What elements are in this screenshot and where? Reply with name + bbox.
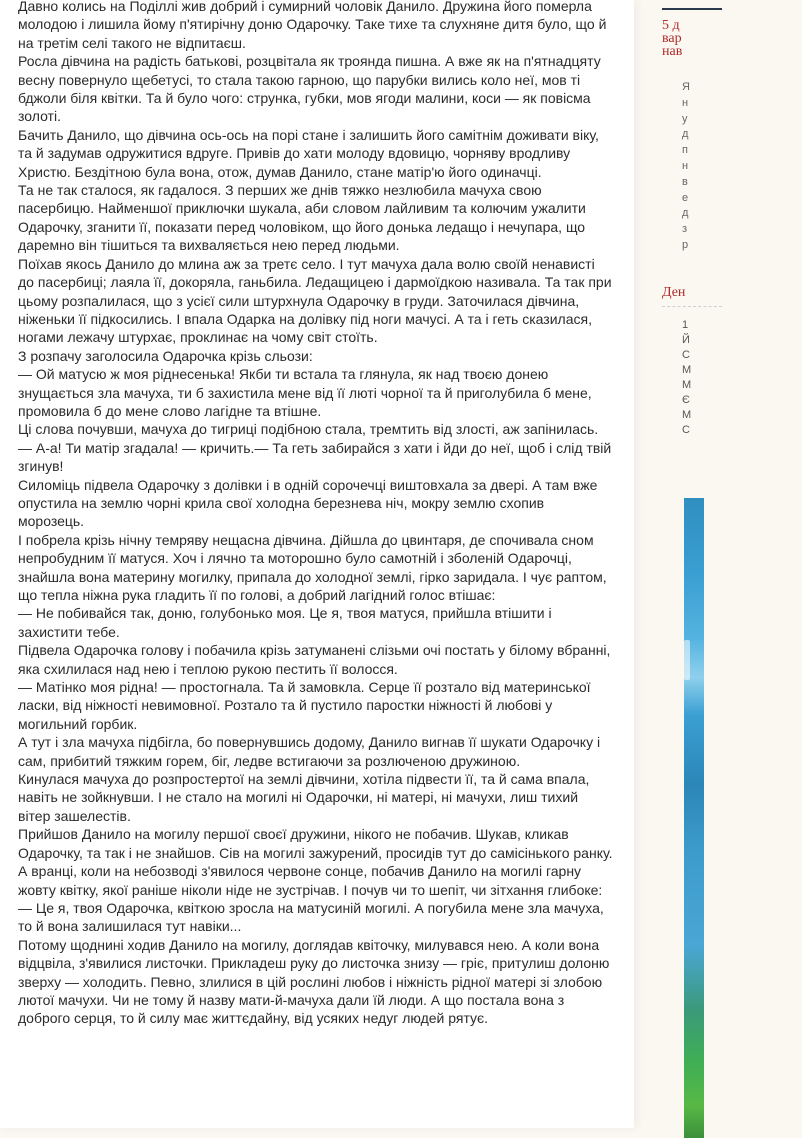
sidebar-excerpt-line: Я xyxy=(682,81,690,93)
paragraph: З розпачу заголосила Одарочка крізь сльози: xyxy=(18,347,313,364)
sidebar-list-item[interactable]: М xyxy=(682,379,692,391)
sidebar-excerpt-line: н xyxy=(682,96,689,109)
paragraph: — А-а! Ти матір згадала! — кричить.— Та геть забирайся з хати і йди до неї, щоб і слід твій згинув! xyxy=(18,439,612,475)
sidebar-list xyxy=(682,318,702,438)
sidebar-excerpt-line: у xyxy=(682,112,688,125)
sidebar-list-item[interactable]: С xyxy=(682,349,690,361)
sidebar-list-item[interactable]: Є xyxy=(682,394,690,406)
sidebar-link-line: нав xyxy=(662,44,683,59)
paragraph: — Це я, твоя Одарочка, квіткою зросла на матусиній могилі. А погубила мене зла мачуха, то й вона залишилася тут навіки... xyxy=(18,899,604,935)
paragraph: Прийшов Данило на могилу першої своєї дружини, нікого не побачив. Шукав, кликав Одарочку, та так і не знайшов. Сів на могилі зажурений, просидів тут до самісінького ранку. А вранці, коли на небозводі з'явилося червоне сонце, побачив Данило на могилі гарну жовту квітку, якої раніше ніколи ніде не зустрічав. І почув чи то шепіт, чи зітхання глибоке: xyxy=(18,826,613,898)
sidebar-excerpt-line: п xyxy=(682,144,688,157)
sidebar-list-item[interactable]: М xyxy=(682,364,692,376)
sidebar-excerpt-line: в xyxy=(682,175,688,188)
sidebar-excerpt xyxy=(682,80,702,254)
paragraph: Ці слова почувши, мачуха до тигриці подібною стала, тремтить від злості, аж запінилась. xyxy=(18,421,599,438)
sidebar-section-heading: Ден xyxy=(662,285,686,300)
sidebar-excerpt-line: н xyxy=(682,159,689,172)
paragraph: Кинулася мачуха до розпростертої на землі дівчини, хотіла підвести її, та й сама впала, навіть не зойкнувши. І не стало на могилі ні Одарочки, ні матері, ні мачухи, лиш тихий вітер зашелестів. xyxy=(18,771,590,824)
sidebar-link-line: 5 д xyxy=(662,18,680,33)
paragraph: — Ой матусю ж моя ріднесенька! Якби ти встала та глянула, як над твоєю донею знущається зла мачуха, ти б захистила мене від її лютi чорної та й приголубила б мене, промовила б до мене слово лагідне та втішне. xyxy=(18,366,592,419)
paragraph: Потому щоднині ходив Данило на могилу, доглядав квіточку, милувався нею. А коли вона відцвіла, з'явилися листочки. Прикладеш руку до листочка знизу — гріє, притулиш долоню зверху — холодить. Певно, злилися в цій рослині любов і ніжність рідної матері зі злобою лютої мачухи. Чи не тому й назву мати-й-мачуха дали їй люди. А що постала вона з доброго серця, то й силу має життєдайну, від усяких недуг людей рятує. xyxy=(18,936,610,1027)
paragraph: І побрела крізь нічну темряву нещасна дівчина. Дійшла до цвинтаря, де спочивала сном непробудним її матуся. Хоч і лячно та моторошно було самотній і зболеній Одарочці, знайшла вона материну могилку, припала до холодної землі, гірко заридала. І чує раптом, що тепла ніжна рука гладить її по голові, а добрий лагідний голос втішає: xyxy=(18,531,607,603)
sidebar-image[interactable] xyxy=(684,498,704,1138)
paragraph: Росла дівчина на радість батькові, розцвітала як троянда пишна. А вже як на п'ятнадцяту весну повернуло щебетуcі, то стала такою гарною, що парубки вились коло неї, мов ті бджоли біля квітки. Та й було чого: струнка, губки, мов ягоди малини, коси — як повісма золоті. xyxy=(18,53,601,125)
sidebar-list-item[interactable]: С xyxy=(682,424,690,436)
article-text xyxy=(18,0,614,1028)
sidebar-list-item[interactable]: Й xyxy=(682,334,690,346)
paragraph: Підвела Одарочка голову і побачила крізь затуманені слізьми очі постать у білому вбранні, яка схилилася над нею і теплою рукою пестить її волосся. xyxy=(18,642,611,677)
paragraph: Силоміць підвела Одарочку з долівки і в одній сорочечці виштовхала за двері. А там вже опустила на землю чорні крила свої холодна березнева ніч, мокру землю схопив морозець. xyxy=(18,476,598,530)
paragraph: — Не побивайся так, доню, голубонько моя. Це я, твоя матуся, прийшла втішити і захистити тебе. xyxy=(18,605,552,640)
sidebar-excerpt-line: е xyxy=(682,191,689,204)
paragraph: Та не так сталося, як гадалося. З перших же днів тяжко незлюбила мачуха свою пасербицю. Найменшої приключки шукала, аби словом лайливим та колючим ужалити Одарочку, зганити її, показати перед чоловіком, що його донька ледащо і нечупара, що даремно він тішиться та вихваляється нею перед людьми. xyxy=(18,182,586,254)
sidebar-list-item[interactable]: М xyxy=(682,409,692,421)
paragraph: А тут і зла мачуха підбігла, бо повернувшись додому, Данило вигнав її шукати Одарочку і сам, прибитий тяжким горем, біг, ледве встигаючи за розлюченою дружиною. xyxy=(18,734,601,769)
sidebar xyxy=(658,0,692,1128)
paragraph: Давно колись на Поділлі жив добрий і сумирний чоловік Данило. Дружина його померла молодою і лишила йому п'ятирічну доню Одарочку. Таке тихе та слухняне дитя було, що й на третім селі такого не відпитаєш. xyxy=(18,0,607,51)
sidebar-top-rule xyxy=(662,8,722,10)
sidebar-list-item[interactable]: 1 xyxy=(682,319,689,331)
paragraph: Поїхав якось Данило до млина аж за третє село. І тут мачуха дала волю своїй ненависті до пасербиці; лаяла її, докоряла, ганьбила. Ледащицею і дармоїдкою називала. Та так при цьому розпалилася, що з усієї сили штурхнула Одарочку в груди. Заточилася дівчина, ніженьки її підкосились. І впала Одарка на долівку під ноги мачусі. А та і геть сказилася, ногами лежачу штурхає, проклинає на чому світ стоїть. xyxy=(18,255,612,346)
sidebar-article-link[interactable] xyxy=(662,19,802,58)
paragraph: — Матінко моя рідна! — простогнала. Та й замовкла. Серце її розтало від материнської ласки, від ніжності невимовної. Розтало та й пустило паростки ніжності й любові у могильний горбик. xyxy=(18,679,591,732)
sidebar-excerpt-line: з xyxy=(682,223,688,236)
sidebar-excerpt-line: д xyxy=(682,128,689,141)
paragraph: Бачить Данило, що дівчина ось-ось на порі стане і залишить його самітнім доживати віку, та й задумав одружитися вдруге. Привів до хати молоду вдовицю, чорняву вродливу Христю. Бездітною була вона, отож, думав Данило, стане матір'ю його одиначці. xyxy=(18,126,599,180)
sidebar-image-highlight xyxy=(684,640,690,680)
sidebar-excerpt-line: р xyxy=(682,238,689,251)
sidebar-excerpt-line: д xyxy=(682,207,689,220)
sidebar-link-line: вар xyxy=(662,31,682,46)
sidebar-divider xyxy=(662,306,722,307)
